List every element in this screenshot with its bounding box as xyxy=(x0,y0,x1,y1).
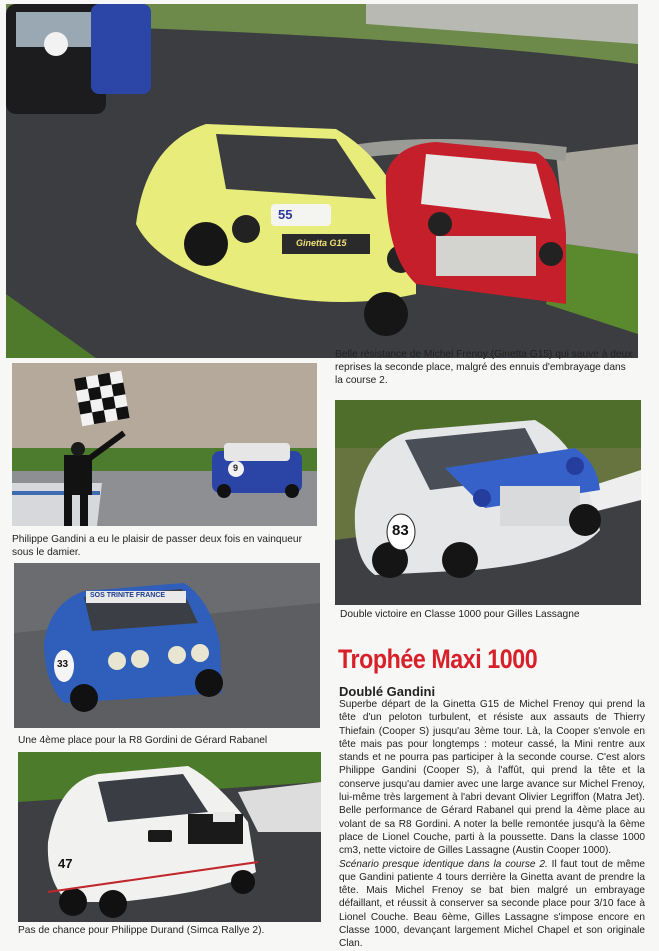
caption-simca: Pas de chance pour Philippe Durand (Simca Rallye 2). xyxy=(18,925,265,936)
article-paragraph-2 xyxy=(339,858,645,951)
article-paragraph-1: Superbe départ de la Ginetta G15 de Michel Frenoy qui prend la tête d'un peloton turbulent, et résiste aux assauts de Thierry Thiefain (Cooper S) jusqu'au 3ème tour. Là, la Cooper s'envole en tête mais pas pour longtemps : moteur cassé, la Mini rentre aux stands et ne pourra pas participer à la seconde course. C'est alors Philippe Gandini (Cooper S), à l'affût, qui prend la tête et la conserve jusqu'au damier avec une large avance sur Michel Frenoy, lui-même très largement à l'abri devant Olivier Legriffon (Matra Jet). Belle performance de Gérard Rabanel qui prend la 4ème place au volant de sa R8 Gordini. A noter la belle remontée jusqu'à la 6ème place de Lionel Couche, parti à la poussette. Dans la classe 1000 cm3, nette victoire de Gilles Lassagne (Austin Cooper 1000). xyxy=(339,699,645,857)
caption-r8: Une 4ème place pour la R8 Gordini de Gérard Rabanel xyxy=(18,735,268,746)
article-paragraph-2-lead: Scénario presque identique dans la course 2. xyxy=(339,858,548,870)
ginetta-number: 55 xyxy=(278,207,293,222)
photo-simca xyxy=(18,752,321,922)
r8-banner: SOS TRINITE FRANCE xyxy=(90,592,166,599)
cooper-number: 83 xyxy=(392,522,409,539)
r8-number: 33 xyxy=(57,659,69,670)
caption-cooper: Double victoire en Classe 1000 pour Gilles Lassagne xyxy=(340,609,580,620)
caption-flag: Philippe Gandini a eu le plaisir de passer deux fois en vainqueur sous le damier. xyxy=(12,534,302,558)
photo-cooper xyxy=(335,400,641,605)
article-subtitle: Doublé Gandini xyxy=(339,684,436,699)
flag-car-number: 9 xyxy=(233,463,239,473)
photo-checkered-flag xyxy=(12,363,317,526)
ginetta-badge: Ginetta G15 xyxy=(296,238,347,248)
article-paragraph-2-text: Il faut tout de même que Gandini patiente 4 tours derrière la Ginetta avant de prendre la tête. Mais Michel Frenoy se bat bien malgré un embrayage défaillant, et réussit à conserver sa seconde place pour 3/10 face à Lionel Couche. Beau 6ème, Gilles Lassagne s'impose encore en Classe 1000, devançant largement Michel Chapel et son originale Clan. xyxy=(339,858,645,950)
article-title: Trophée Maxi 1000 xyxy=(338,644,538,674)
caption-ginetta: Belle résistance de Michel Frenoy (Ginetta G15) qui sauve à deux reprises la seconde place, malgré des ennuis d'embrayage dans la course 2. xyxy=(335,349,633,386)
article-body xyxy=(339,698,645,951)
photo-ginetta xyxy=(6,4,638,358)
photo-r8-gordini xyxy=(14,563,320,728)
simca-number: 47 xyxy=(58,856,73,871)
